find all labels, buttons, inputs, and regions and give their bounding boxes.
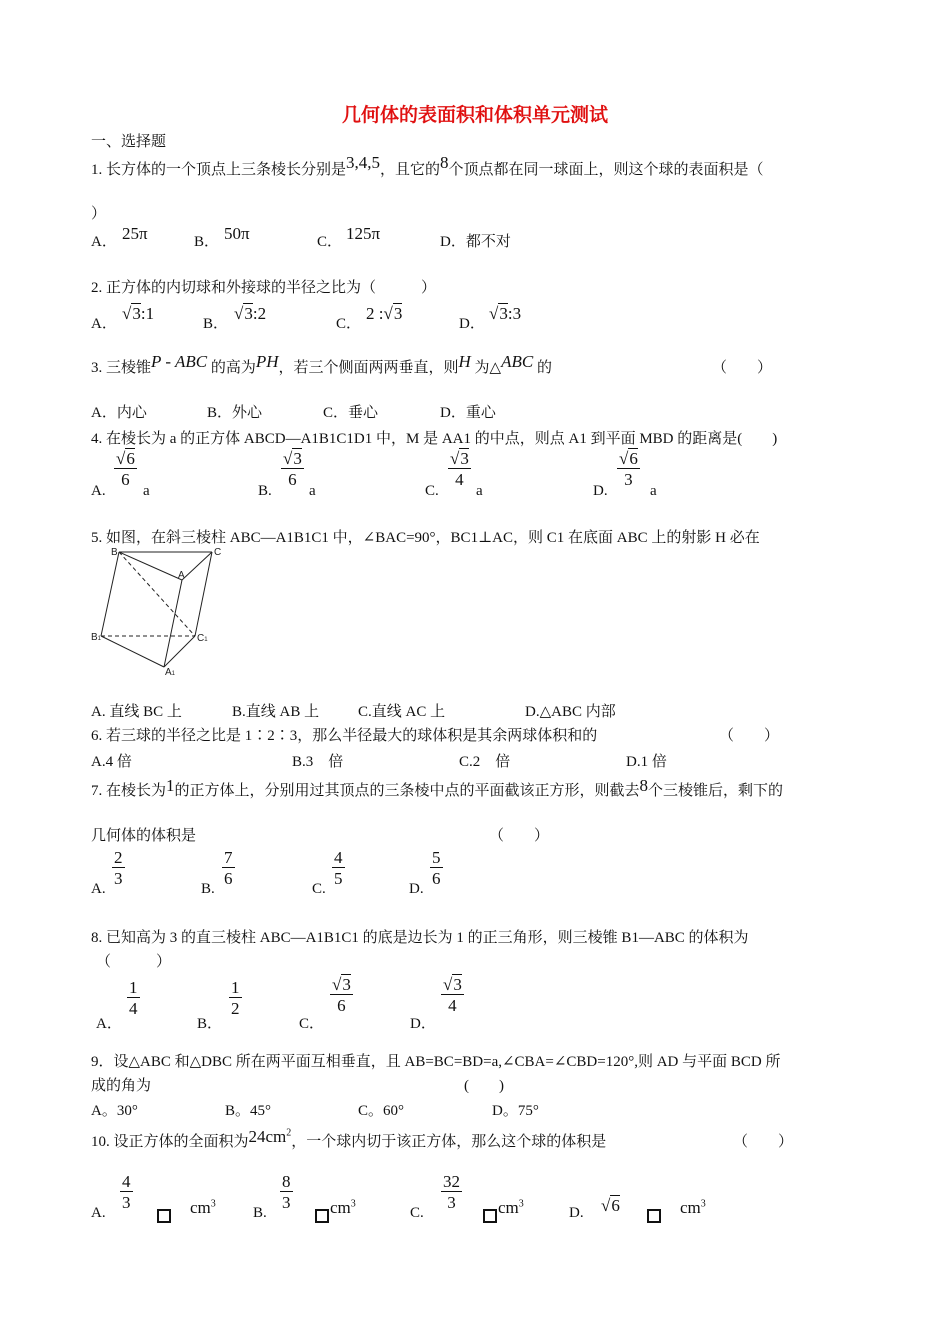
question-9: 9．设△ABC 和△DBC 所在两平面互相垂直，且 AB=BC=BD=a,∠CBA=∠CBD=120°,则 AD 与平面 BCD 所 bbox=[91, 1054, 781, 1070]
q3-math-h: H bbox=[458, 352, 471, 371]
q5-option-d[interactable]: D.△ABC 内部 bbox=[525, 704, 616, 720]
q4-option-a-unit: a bbox=[143, 483, 150, 499]
q10-option-a-fraction bbox=[120, 1173, 133, 1212]
q4-option-c[interactable] bbox=[425, 483, 439, 500]
q3-option-d[interactable]: D．重心 bbox=[440, 405, 496, 421]
q2-option-c[interactable] bbox=[336, 312, 361, 333]
question-2: 2. 正方体的内切球和外接球的半径之比为（ ） bbox=[91, 280, 437, 296]
denominator: 2 bbox=[231, 998, 240, 1018]
q8-option-c-fraction: $\frac{√3}{6}$ bbox=[332, 975, 351, 1015]
q3-text-2: 的高为 bbox=[210, 360, 256, 376]
q1-text-c: 个顶点都在同一球面上，则这个球的表面积是（ bbox=[448, 162, 764, 178]
q4-option-a-fraction: $\frac{√6}{6}$ bbox=[116, 449, 135, 489]
q2-option-c-value: 2 :√3 bbox=[366, 304, 403, 323]
q7-math-count: 8 bbox=[639, 776, 649, 795]
q1-text-b: ，且它的 bbox=[380, 162, 441, 178]
ratio-rest: :3 bbox=[507, 304, 522, 323]
q2-option-d[interactable] bbox=[459, 312, 485, 333]
q7-text-1: 7. 在棱长为 bbox=[91, 783, 167, 799]
q3-text-3: ，若三个侧面两两垂直，则 bbox=[278, 360, 459, 376]
pi-placeholder-box bbox=[483, 1207, 497, 1224]
numerator: 1 bbox=[129, 978, 138, 997]
q2-option-b[interactable] bbox=[203, 312, 228, 333]
denominator: 6 bbox=[224, 868, 233, 888]
option-letter: A． bbox=[91, 316, 117, 332]
q7-option-c[interactable]: C. bbox=[312, 881, 326, 897]
q3-text-4: 为△ bbox=[474, 360, 502, 376]
q7-text-2: 的正方体上，分别用过其顶点的三条棱中点的平面截该正方形，则截去 bbox=[174, 783, 640, 799]
denominator: 4 bbox=[129, 998, 138, 1018]
denominator: 6 bbox=[121, 469, 130, 489]
q7-line-2: 几何体的体积是 bbox=[91, 828, 197, 844]
q3-math-abc: ABC bbox=[501, 352, 534, 371]
q1-option-c-value: 125π bbox=[346, 224, 381, 243]
question-8: 8. 已知高为 3 的直三棱柱 ABC—A1B1C1 的底是边长为 1 的正三角形，则三棱锥 B1—ABC 的体积为 bbox=[91, 930, 749, 946]
denominator: 4 bbox=[455, 469, 464, 489]
q9-line-2: 成的角为 bbox=[91, 1078, 152, 1094]
radicand: 6 bbox=[611, 1196, 620, 1215]
q2-option-a-value: √3:1 bbox=[122, 304, 155, 323]
q4-option-c-unit: a bbox=[476, 483, 483, 499]
numerator: 32 bbox=[443, 1172, 460, 1191]
q1-math-edges: 3,4,5 bbox=[346, 153, 381, 172]
question-7 bbox=[91, 776, 784, 800]
radicand: 3 bbox=[244, 304, 253, 323]
q1-option-c[interactable] bbox=[317, 230, 342, 251]
page-title: 几何体的表面积和体积单元测试 bbox=[341, 105, 608, 126]
q7-option-d[interactable]: D. bbox=[409, 881, 424, 897]
q7-option-b-fraction bbox=[222, 849, 235, 888]
label-C: C bbox=[214, 547, 222, 558]
q4-option-c-fraction: $\frac{√3}{4}$ bbox=[450, 449, 469, 489]
q4-option-a[interactable] bbox=[91, 483, 106, 500]
unit-exponent: 3 bbox=[350, 1198, 356, 1210]
question-1 bbox=[91, 153, 764, 179]
q8-option-d[interactable]: D． bbox=[410, 1016, 436, 1032]
area-exponent: 2 bbox=[286, 1127, 292, 1139]
q5-option-c[interactable]: C.直线 AC 上 bbox=[358, 704, 446, 720]
area-value: 24cm bbox=[248, 1127, 287, 1146]
q2-option-b-value: √3:2 bbox=[234, 304, 267, 323]
q7-option-a[interactable]: A. bbox=[91, 881, 106, 897]
q10-option-c-fraction bbox=[441, 1173, 462, 1212]
q8-option-c[interactable]: C． bbox=[299, 1016, 325, 1032]
option-letter: D. bbox=[593, 483, 608, 499]
q1-option-b[interactable] bbox=[194, 230, 219, 251]
denominator: 6 bbox=[288, 469, 297, 489]
q4-option-d[interactable] bbox=[593, 483, 608, 500]
q4-option-b-unit: a bbox=[309, 483, 316, 499]
q6-option-d[interactable]: D.1 倍 bbox=[626, 754, 667, 770]
question-5: 5. 如图，在斜三棱柱 ABC—A1B1C1 中，∠BAC=90°，BC1⊥AC，则 C1 在底面 ABC 上的射影 H 必在 bbox=[91, 530, 760, 546]
q8-option-a-fraction bbox=[127, 979, 140, 1018]
denominator: 6 bbox=[432, 868, 441, 888]
q4-option-b-fraction: $\frac{√3}{6}$ bbox=[283, 449, 302, 489]
q7-option-c-fraction bbox=[332, 849, 345, 888]
q9-answer-paren: ( ) bbox=[464, 1078, 504, 1094]
denominator: 3 bbox=[114, 868, 123, 888]
option-letter: C． bbox=[317, 234, 343, 250]
numerator: 2 bbox=[114, 848, 123, 867]
q3-answer-paren: （ ） bbox=[712, 360, 773, 376]
question-6: 6. 若三球的半径之比是 1∶2∶3，那么半径最大的球体积是其余两球体积和的 bbox=[91, 728, 598, 744]
label-B1: B1 bbox=[91, 632, 102, 643]
unit: cm bbox=[680, 1198, 701, 1217]
q10-option-b-unit bbox=[330, 1198, 356, 1218]
unit-exponent: 3 bbox=[518, 1198, 524, 1210]
pi-placeholder-box bbox=[647, 1207, 661, 1224]
unit: cm bbox=[498, 1198, 519, 1217]
radicand: 3 bbox=[393, 304, 403, 323]
q10-option-d-unit bbox=[680, 1198, 706, 1218]
q10-option-d[interactable]: D. bbox=[569, 1205, 584, 1221]
q1-option-d[interactable] bbox=[440, 230, 511, 251]
q10-option-c[interactable]: C. bbox=[410, 1205, 424, 1221]
question-4: 4. 在棱长为 a 的正方体 ABCD—A1B1C1D1 中，M 是 AA1 的中点，则点 A1 到平面 MBD 的距离是( ) bbox=[91, 431, 778, 447]
option-letter: A. bbox=[91, 483, 106, 499]
unit: cm bbox=[190, 1198, 211, 1217]
radicand: 3 bbox=[342, 975, 351, 994]
q3-text-1: 3. 三棱锥 bbox=[91, 360, 152, 376]
q1-option-a[interactable] bbox=[91, 230, 117, 251]
option-letter: D． bbox=[459, 316, 485, 332]
numerator: 8 bbox=[282, 1172, 291, 1191]
radicand: 3 bbox=[453, 975, 462, 994]
section-heading: 一、选择题 bbox=[91, 134, 167, 150]
q10-answer-paren: （ ） bbox=[733, 1134, 794, 1150]
q3-option-a[interactable]: A．内心 bbox=[91, 405, 147, 421]
q8-option-a[interactable]: A． bbox=[96, 1016, 122, 1032]
numerator: 5 bbox=[432, 848, 441, 867]
option-letter: B. bbox=[258, 483, 272, 499]
q1-option-b-value: 50π bbox=[224, 224, 250, 243]
q10-math-area bbox=[249, 1127, 292, 1146]
q2-option-d-value: √3:3 bbox=[489, 304, 522, 323]
ratio-rest: :2 bbox=[252, 304, 267, 323]
q10-option-d-value: √6 bbox=[601, 1196, 620, 1215]
q4-option-d-fraction: $\frac{√6}{3}$ bbox=[619, 449, 638, 489]
q1-text-a: 1. 长方体的一个顶点上三条棱长分别是 bbox=[91, 162, 347, 178]
denominator: 6 bbox=[337, 995, 346, 1015]
q5-option-b[interactable]: B.直线 AB 上 bbox=[232, 704, 320, 720]
option-letter: C. bbox=[425, 483, 439, 499]
label-A: A bbox=[178, 570, 185, 581]
q8-option-d-fraction: $\frac{√3}{4}$ bbox=[443, 975, 462, 1015]
q3-option-b[interactable]: B．外心 bbox=[207, 405, 263, 421]
label-A1: A1 bbox=[165, 667, 176, 678]
q4-option-b[interactable] bbox=[258, 483, 272, 500]
question-10 bbox=[91, 1127, 607, 1151]
radicand: 3 bbox=[499, 304, 508, 323]
unit-exponent: 3 bbox=[210, 1198, 216, 1210]
q3-text-5: 的 bbox=[536, 360, 552, 376]
numerator: 4 bbox=[122, 1172, 131, 1191]
radicand: 3 bbox=[460, 449, 469, 468]
denominator: 4 bbox=[448, 995, 457, 1015]
q10-text-2: ，一个球内切于该正方体，那么这个球的体积是 bbox=[291, 1134, 607, 1150]
numerator: 4 bbox=[334, 848, 343, 867]
denominator: 3 bbox=[122, 1192, 131, 1212]
denominator: 3 bbox=[624, 469, 633, 489]
q8-answer-paren: （ ） bbox=[96, 954, 172, 970]
q9-option-a[interactable]: A。30° bbox=[91, 1103, 138, 1119]
label-B: B bbox=[111, 547, 118, 558]
q10-text-1: 10. 设正方体的全面积为 bbox=[91, 1134, 249, 1150]
denominator: 5 bbox=[334, 868, 343, 888]
q6-answer-paren: （ ） bbox=[719, 728, 780, 744]
prism-edges bbox=[101, 552, 212, 667]
pi-placeholder-box bbox=[315, 1207, 329, 1224]
q7-math-edge: 1 bbox=[166, 776, 175, 795]
q5-option-a[interactable]: A. 直线 BC 上 bbox=[91, 704, 182, 720]
q6-option-c[interactable]: C.2 倍 bbox=[459, 754, 511, 770]
q3-option-c[interactable]: C．垂心 bbox=[323, 405, 379, 421]
q7-option-b[interactable]: B. bbox=[201, 881, 215, 897]
question-3 bbox=[91, 352, 552, 377]
q6-option-b[interactable]: B.3 倍 bbox=[292, 754, 344, 770]
option-letter: B． bbox=[194, 234, 220, 250]
unit: cm bbox=[330, 1198, 351, 1217]
option-letter: D． bbox=[440, 234, 466, 250]
q2-option-a[interactable] bbox=[91, 312, 117, 333]
numerator: 1 bbox=[231, 978, 240, 997]
q4-option-d-unit: a bbox=[650, 483, 657, 499]
q7-option-d-fraction bbox=[430, 849, 443, 888]
q7-answer-paren: （ ） bbox=[489, 828, 550, 844]
denominator: 3 bbox=[447, 1192, 456, 1212]
q7-option-a-fraction bbox=[112, 849, 125, 888]
q10-option-a-unit bbox=[190, 1198, 216, 1218]
q8-option-b[interactable]: B． bbox=[197, 1016, 223, 1032]
option-text: 都不对 bbox=[465, 234, 511, 250]
denominator: 3 bbox=[282, 1192, 291, 1212]
q1-math-vertices: 8 bbox=[440, 153, 449, 172]
numerator: 7 bbox=[224, 848, 233, 867]
radicand: 3 bbox=[293, 449, 302, 468]
q9-option-b[interactable]: B。45° bbox=[225, 1103, 272, 1119]
q10-option-b-fraction bbox=[280, 1173, 293, 1212]
q10-option-c-unit bbox=[498, 1198, 524, 1218]
q9-option-c[interactable]: C。60° bbox=[358, 1103, 405, 1119]
radicand: 6 bbox=[629, 449, 638, 468]
q7-text-3: 个三棱锥后，剩下的 bbox=[648, 783, 784, 799]
prism-figure bbox=[88, 542, 228, 682]
q9-option-d[interactable]: D。75° bbox=[492, 1103, 539, 1119]
q1-close-paren: ） bbox=[91, 206, 107, 222]
radicand: 3 bbox=[132, 304, 141, 323]
pi-placeholder-box bbox=[157, 1207, 171, 1224]
ratio-rest: :1 bbox=[140, 304, 155, 323]
option-letter: C． bbox=[336, 316, 362, 332]
option-letter: A． bbox=[91, 234, 117, 250]
label-C1: C1 bbox=[197, 633, 208, 644]
q6-option-a[interactable]: A.4 倍 bbox=[91, 754, 132, 770]
unit-exponent: 3 bbox=[700, 1198, 706, 1210]
q10-option-b[interactable]: B. bbox=[253, 1205, 267, 1221]
q3-math-pyramid: P - ABC bbox=[151, 352, 208, 371]
q1-option-a-value: 25π bbox=[122, 224, 148, 243]
ratio-pre: 2 : bbox=[366, 304, 384, 323]
q10-option-a[interactable]: A. bbox=[91, 1205, 106, 1221]
option-letter: B． bbox=[203, 316, 229, 332]
q8-option-b-fraction bbox=[229, 979, 242, 1018]
q3-math-height: PH bbox=[255, 352, 279, 371]
radicand: 6 bbox=[126, 449, 135, 468]
